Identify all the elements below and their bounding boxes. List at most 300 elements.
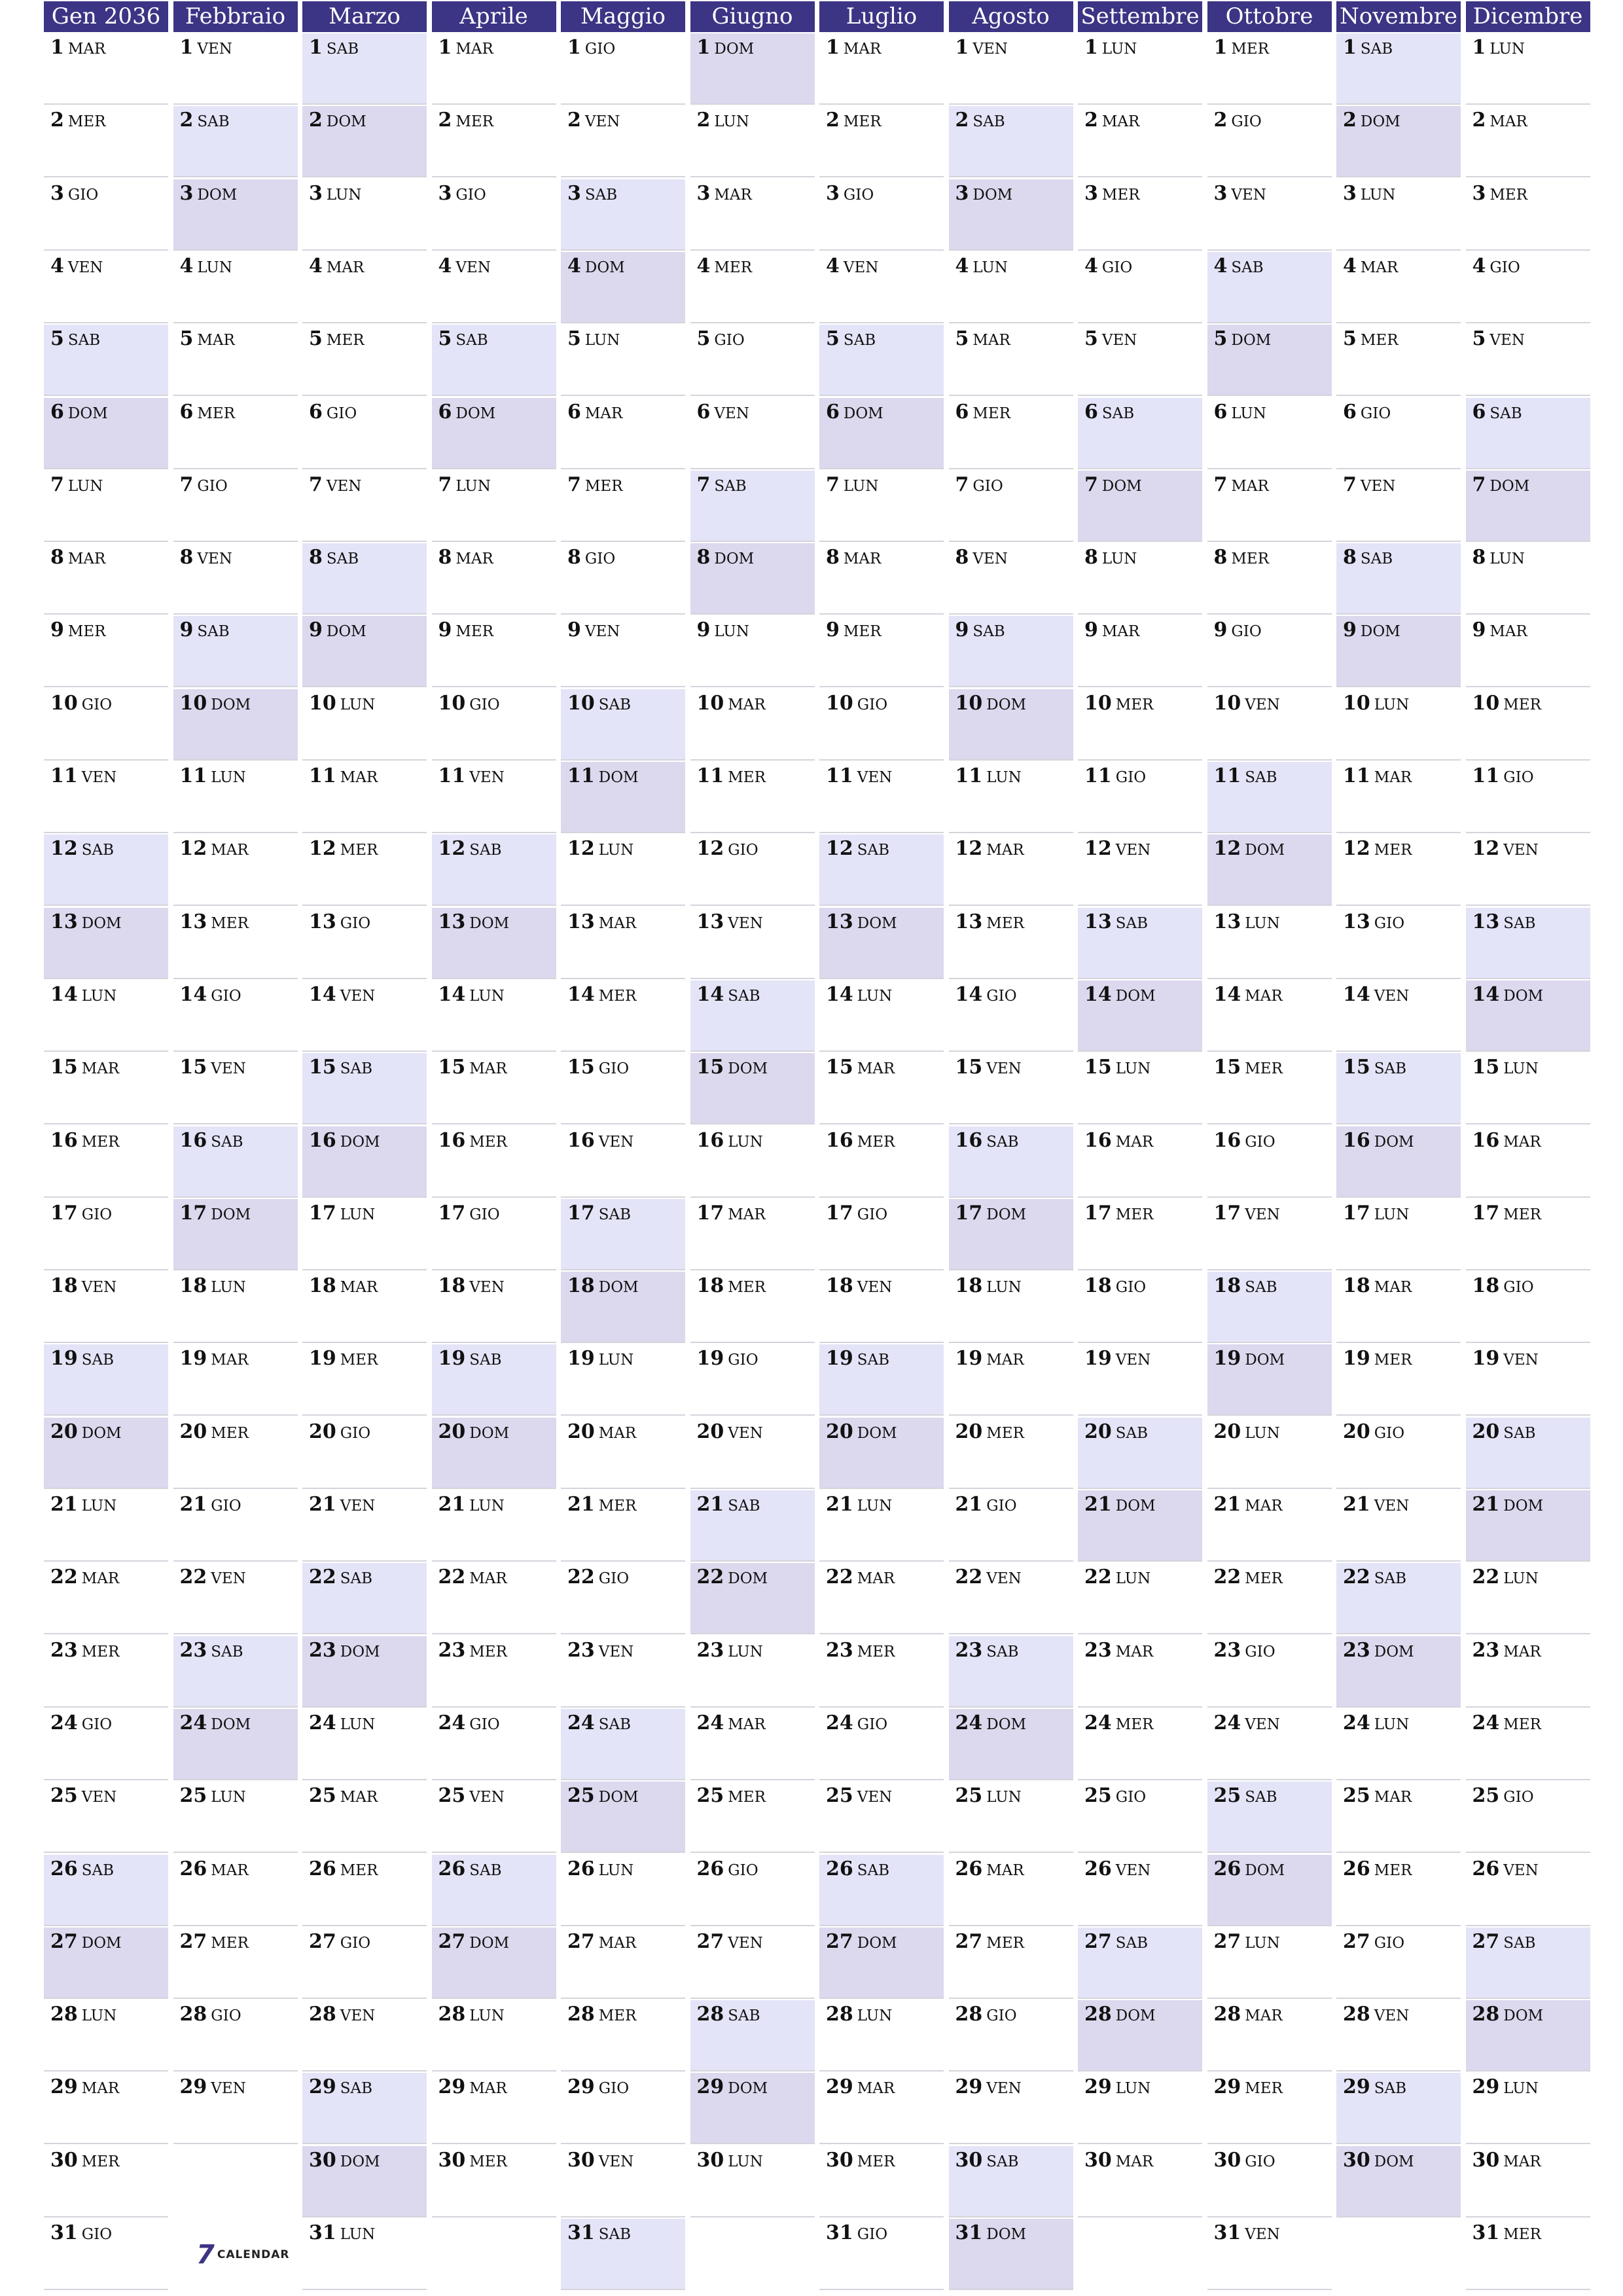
weekday-name: VEN [598, 2153, 634, 2170]
weekday-name: LUN [857, 1498, 893, 1515]
day-label [955, 619, 1005, 641]
weekday-name: SAB [598, 1715, 632, 1733]
weekday-name: GIO [728, 1352, 758, 1369]
day-cell [819, 1344, 944, 1416]
day-number: 3 [1343, 181, 1357, 205]
day-label [1084, 1930, 1148, 1953]
weekday-name: GIO [1115, 1279, 1147, 1297]
day-cell [561, 762, 685, 833]
day-number: 5 [1472, 327, 1486, 351]
day-cell [173, 1418, 298, 1489]
day-cell [690, 1199, 815, 1270]
weekday-name: DOM [469, 1424, 510, 1442]
day-cell [690, 1344, 815, 1416]
day-label [180, 1274, 246, 1297]
weekday-name: GIO [1245, 1133, 1275, 1151]
day-cell [432, 834, 556, 906]
weekday-name: GIO [81, 1715, 113, 1733]
day-cell [819, 908, 944, 979]
day-number: 14 [179, 982, 207, 1006]
day-cell [1466, 762, 1590, 833]
day-cell [432, 325, 556, 396]
weekday-name: VEN [843, 259, 879, 276]
day-number: 27 [1213, 1929, 1241, 1953]
day-number: 2 [826, 109, 840, 132]
weekday-name: MER [211, 1424, 249, 1442]
weekday-name: MER [1115, 696, 1154, 713]
day-label [50, 1784, 116, 1807]
day-label [438, 1129, 507, 1152]
weekday-name: LUN [714, 113, 749, 131]
day-number: 3 [567, 181, 581, 205]
weekday-name: DOM [326, 113, 366, 131]
day-label [567, 1712, 631, 1734]
day-label [826, 837, 889, 860]
day-number: 23 [50, 1638, 78, 1662]
day-cell [1207, 1418, 1332, 1489]
day-label [1343, 2149, 1414, 2172]
day-cell [561, 1418, 685, 1489]
weekday-name: GIO [1245, 2153, 1275, 2170]
day-cell [302, 106, 427, 177]
day-label [1084, 1347, 1150, 1370]
day-cell [1466, 106, 1590, 177]
day-label [309, 1930, 370, 1953]
weekday-name: SAB [326, 41, 359, 58]
day-number: 5 [309, 327, 323, 351]
day-number: 28 [1084, 2003, 1112, 2026]
weekday-name: GIO [469, 1715, 500, 1733]
day-cell [44, 1199, 168, 1270]
day-cell [173, 2073, 298, 2144]
day-label [826, 546, 881, 569]
day-label [438, 401, 496, 423]
day-number: 2 [1213, 109, 1228, 132]
day-cell [1336, 33, 1461, 105]
weekday-name: DOM [584, 259, 625, 276]
day-number: 31 [826, 2221, 853, 2244]
day-number: 13 [438, 910, 466, 933]
day-cell [432, 1344, 556, 1416]
day-label [1343, 401, 1391, 423]
day-label [955, 2075, 1022, 2098]
day-number: 17 [567, 1201, 595, 1225]
day-label [826, 2075, 895, 2098]
day-cell [1207, 1126, 1332, 1198]
day-cell [949, 1418, 1073, 1489]
day-label [1214, 1129, 1275, 1152]
weekday-name: MAR [584, 404, 623, 422]
day-number: 6 [1084, 400, 1098, 423]
weekday-name: DOM [1115, 1498, 1156, 1515]
day-number: 27 [1084, 1929, 1112, 1953]
day-number: 8 [826, 546, 840, 569]
day-label [1214, 2221, 1280, 2244]
weekday-name: GIO [728, 1861, 758, 1879]
day-cell [561, 1199, 685, 1270]
day-label [1343, 1639, 1414, 1662]
day-label [955, 692, 1027, 715]
day-cell [561, 908, 685, 979]
month-column [302, 1, 427, 2291]
day-cell [44, 1344, 168, 1416]
day-cell [1078, 1126, 1202, 1198]
day-number: 26 [955, 1857, 983, 1880]
weekday-name: MAR [455, 550, 493, 568]
day-label [1214, 182, 1266, 205]
day-label [1084, 2003, 1156, 2026]
day-number: 16 [1343, 1128, 1370, 1152]
day-cell [432, 1418, 556, 1489]
day-cell [1466, 2219, 1590, 2290]
day-number: 20 [1472, 1420, 1500, 1443]
day-cell [432, 1199, 556, 1270]
weekday-name: SAB [197, 623, 230, 641]
day-label [309, 764, 378, 787]
weekday-name: MAR [714, 186, 752, 204]
day-cell [302, 980, 427, 1052]
day-label [180, 546, 232, 569]
day-cell [1207, 106, 1332, 177]
weekday-name: MAR [857, 1060, 895, 1078]
day-label [1343, 255, 1398, 278]
day-cell [44, 179, 168, 251]
day-cell [1466, 1418, 1590, 1489]
day-cell [1078, 1053, 1202, 1124]
day-number: 2 [1084, 109, 1098, 132]
weekday-name: VEN [1115, 842, 1151, 859]
day-number: 30 [1343, 2148, 1370, 2172]
day-label [567, 1784, 639, 1807]
day-number: 13 [50, 910, 78, 933]
weekday-name: MAR [1489, 623, 1527, 641]
day-number: 31 [955, 2221, 983, 2244]
weekday-name: GIO [1489, 259, 1520, 276]
weekday-name: SAB [1245, 1279, 1277, 1297]
day-number: 11 [567, 764, 595, 787]
weekday-name: SAB [1503, 1424, 1536, 1442]
day-cell [432, 106, 556, 177]
day-number: 22 [438, 1566, 466, 1589]
weekday-name: GIO [211, 987, 241, 1005]
weekday-name: MAR [843, 41, 882, 58]
day-number: 17 [1343, 1201, 1370, 1225]
day-number: 19 [309, 1347, 336, 1371]
weekday-name: GIO [857, 696, 888, 713]
day-label [567, 1347, 633, 1370]
day-cell [302, 1782, 427, 1853]
day-cell [819, 980, 944, 1052]
day-label [1214, 1202, 1280, 1225]
weekday-name: MER [1503, 2226, 1541, 2243]
day-number: 10 [50, 691, 78, 715]
weekday-name: MAR [211, 1352, 249, 1369]
day-label [1343, 619, 1400, 641]
day-label [1084, 1712, 1153, 1734]
day-number: 8 [567, 546, 581, 569]
weekday-name: GIO [67, 186, 99, 204]
day-label [1343, 109, 1400, 132]
weekday-name: MAR [1115, 2153, 1154, 2170]
day-cell [173, 106, 298, 177]
day-label [955, 1056, 1022, 1079]
day-cell [1336, 2073, 1461, 2144]
day-number: 15 [696, 1056, 724, 1079]
day-label [1472, 2221, 1541, 2244]
day-label [826, 1857, 889, 1880]
day-number: 27 [696, 1929, 724, 1953]
day-number: 23 [955, 1638, 983, 1662]
day-cell [1078, 1272, 1202, 1343]
day-label [1343, 1420, 1404, 1443]
weekday-name: LUN [1245, 1424, 1280, 1442]
weekday-name: GIO [469, 696, 500, 713]
day-label [567, 1493, 636, 1516]
day-cell [949, 1199, 1073, 1270]
day-label [826, 109, 882, 132]
day-label [50, 182, 98, 205]
day-number: 12 [1213, 837, 1241, 861]
day-cell [690, 179, 815, 251]
weekday-name: GIO [1245, 1643, 1275, 1660]
day-label [50, 1274, 116, 1297]
day-label [180, 1129, 243, 1152]
month-column [1207, 1, 1332, 2291]
weekday-name: SAB [469, 1861, 502, 1879]
day-cell [561, 689, 685, 761]
day-label [1343, 2075, 1406, 2098]
month-header: Giugno [690, 1, 815, 32]
day-number: 29 [309, 2075, 336, 2099]
day-label [567, 1202, 631, 1225]
day-number: 6 [50, 400, 64, 423]
day-number: 21 [1472, 1493, 1500, 1516]
day-label [955, 255, 1008, 278]
day-label [50, 473, 103, 496]
weekday-name: DOM [340, 2153, 380, 2170]
weekday-name: DOM [211, 1715, 251, 1733]
day-label [1084, 546, 1137, 569]
month-column [432, 1, 556, 2291]
day-number: 10 [955, 691, 983, 715]
day-label [1084, 837, 1150, 860]
weekday-name: GIO [986, 2007, 1017, 2025]
weekday-name: MER [1489, 186, 1528, 204]
weekday-name: GIO [340, 1424, 371, 1442]
day-cell [1466, 1490, 1590, 1562]
day-number: 20 [955, 1420, 983, 1443]
day-number: 20 [1213, 1420, 1241, 1443]
day-number: 5 [567, 327, 581, 351]
day-cell [1078, 2000, 1202, 2072]
weekday-name: SAB [81, 1861, 115, 1879]
day-number: 18 [179, 1274, 207, 1298]
day-cell [302, 325, 427, 396]
day-number: 16 [567, 1128, 595, 1152]
day-cell [1207, 325, 1332, 396]
day-cell [1336, 908, 1461, 979]
weekday-name: SAB [728, 1498, 760, 1515]
day-cell [1207, 689, 1332, 761]
day-cell [1078, 2073, 1202, 2144]
weekday-name: DOM [1245, 842, 1285, 859]
day-cell [432, 1272, 556, 1343]
day-label [697, 1712, 766, 1734]
day-number: 9 [1084, 619, 1098, 642]
day-label [309, 2003, 375, 2026]
day-number: 13 [309, 910, 336, 933]
day-cell [44, 1126, 168, 1198]
day-label [180, 1784, 246, 1807]
day-label [50, 1639, 119, 1662]
day-label [955, 1202, 1027, 1225]
weekday-name: GIO [340, 914, 371, 932]
day-number: 26 [826, 1857, 853, 1880]
day-label [1472, 619, 1527, 641]
day-cell [432, 1126, 556, 1198]
day-cell [561, 1563, 685, 1634]
day-cell [561, 1636, 685, 1708]
day-label [1214, 1274, 1277, 1297]
day-cell [561, 1928, 685, 1999]
day-label [1472, 983, 1544, 1006]
day-number: 29 [438, 2075, 466, 2099]
day-cell [1466, 1636, 1590, 1708]
weekday-name: MAR [455, 41, 493, 58]
day-label [438, 1347, 502, 1370]
weekday-name: SAB [81, 842, 115, 859]
day-label [1214, 473, 1269, 496]
day-cell [1336, 1782, 1461, 1853]
weekday-name: SAB [1231, 259, 1264, 276]
day-cell [561, 980, 685, 1052]
day-number: 6 [955, 400, 969, 423]
day-label [1084, 1857, 1150, 1880]
weekday-name: MER [1115, 1715, 1154, 1733]
weekday-name: MER [843, 113, 882, 131]
day-cell [1207, 1344, 1332, 1416]
day-number: 26 [1343, 1857, 1370, 1880]
day-number: 10 [179, 691, 207, 715]
weekday-name: VEN [972, 550, 1008, 568]
day-label [438, 1420, 510, 1443]
day-number: 19 [438, 1347, 466, 1371]
weekday-name: DOM [598, 769, 639, 786]
day-cell [173, 980, 298, 1052]
day-label [438, 1784, 505, 1807]
day-number: 25 [955, 1784, 983, 1808]
weekday-name: GIO [584, 41, 616, 58]
day-cell [1336, 1928, 1461, 1999]
weekday-name: MAR [197, 332, 235, 350]
day-cell [819, 252, 944, 323]
weekday-name: LUN [986, 1279, 1022, 1297]
day-label [955, 1493, 1017, 1516]
day-number: 15 [309, 1056, 336, 1079]
day-number: 2 [50, 109, 64, 132]
day-label [1214, 1056, 1283, 1079]
day-label [697, 1347, 758, 1370]
day-label [1343, 182, 1395, 205]
weekday-name: LUN [326, 186, 362, 204]
weekday-name: DOM [1503, 987, 1544, 1005]
day-number: 1 [1213, 36, 1228, 59]
day-label [567, 764, 639, 787]
day-number: 20 [179, 1420, 207, 1443]
weekday-name: SAB [972, 623, 1005, 641]
day-number: 22 [1084, 1566, 1112, 1589]
day-cell [173, 616, 298, 687]
day-cell [949, 1563, 1073, 1634]
weekday-name: GIO [857, 1206, 888, 1223]
day-label [567, 2003, 636, 2026]
day-label [826, 1639, 895, 1662]
day-cell [1336, 543, 1461, 615]
day-number: 29 [955, 2075, 983, 2099]
day-label [180, 619, 230, 641]
day-cell [44, 106, 168, 177]
weekday-name: DOM [81, 1424, 122, 1442]
day-label [955, 1129, 1019, 1152]
day-label [180, 1857, 249, 1880]
day-label [955, 1566, 1022, 1588]
day-cell [44, 1272, 168, 1343]
day-cell [1207, 471, 1332, 542]
day-cell [1078, 398, 1202, 469]
weekday-name: SAB [340, 1570, 373, 1588]
weekday-name: SAB [1503, 914, 1536, 932]
day-cell [949, 980, 1073, 1052]
day-cell [44, 762, 168, 833]
weekday-name: MER [1374, 1352, 1412, 1369]
day-number: 22 [955, 1566, 983, 1589]
day-cell [44, 252, 168, 323]
day-label [567, 2075, 629, 2098]
day-number: 22 [50, 1566, 78, 1589]
weekday-name: MER [728, 1279, 766, 1297]
day-cell [561, 1272, 685, 1343]
day-label [955, 182, 1013, 205]
day-cell [44, 2146, 168, 2217]
day-number: 8 [1472, 546, 1486, 569]
day-label [1084, 2149, 1153, 2172]
day-cell [1078, 762, 1202, 833]
day-number: 22 [1472, 1566, 1500, 1589]
day-cell [561, 106, 685, 177]
day-label [309, 837, 378, 860]
day-number: 3 [1084, 181, 1098, 205]
day-cell [1336, 179, 1461, 251]
day-number: 21 [955, 1493, 983, 1516]
weekday-name: VEN [857, 1789, 893, 1806]
weekday-name: MER [1503, 1206, 1541, 1223]
day-cell [819, 1928, 944, 1999]
weekday-name: MAR [598, 1934, 637, 1952]
weekday-name: GIO [986, 1498, 1017, 1515]
day-number: 8 [955, 546, 969, 569]
weekday-name: LUN [1360, 186, 1396, 204]
day-cell [1207, 1272, 1332, 1343]
day-label [567, 36, 615, 59]
day-label [955, 910, 1024, 933]
day-cell [302, 1636, 427, 1708]
day-cell [819, 616, 944, 687]
day-number: 23 [1084, 1638, 1112, 1662]
day-label [697, 1056, 768, 1079]
day-cell [1466, 2146, 1590, 2217]
day-cell [173, 689, 298, 761]
day-number: 8 [50, 546, 64, 569]
